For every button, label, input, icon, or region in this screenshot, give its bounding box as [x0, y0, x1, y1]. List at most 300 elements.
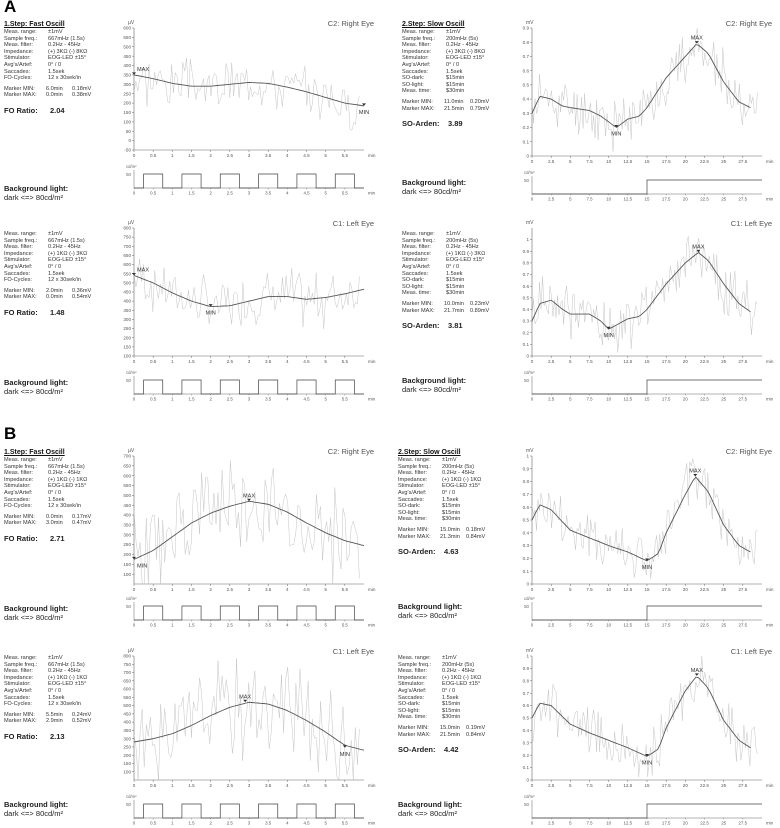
raw-signal-trace — [532, 656, 757, 777]
x-unit-label: min — [766, 359, 774, 364]
stim-x-tick-label: 5.5 — [341, 190, 348, 196]
marker-min-label: MIN — [641, 564, 653, 571]
x-tick-label: 5.5 — [341, 359, 349, 364]
stim-x-unit-label: min — [368, 190, 376, 196]
param-value: ±1mV — [48, 457, 63, 463]
ratio-row — [398, 547, 485, 556]
x-tick-label: 10 — [606, 359, 612, 364]
stim-x-tick-label: 5 — [569, 196, 572, 202]
x-unit-label: min — [766, 783, 774, 788]
param-key: Impedance: — [4, 674, 34, 681]
x-unit-label: min — [368, 587, 376, 592]
info-block-a-slow-left — [402, 222, 489, 330]
param-value: (+) 1KΩ (-) 3KΩ — [48, 250, 88, 257]
step-title — [402, 222, 489, 231]
x-tick-label: 3 — [247, 359, 251, 364]
stim-x-tick-label: 1.5 — [188, 820, 195, 826]
y-tick-label: 1 — [526, 237, 529, 243]
marker-time: 3.0min — [46, 520, 63, 527]
stim-x-tick-label: 22.5 — [700, 196, 709, 202]
y-unit-label: µV — [128, 648, 135, 654]
param-row — [4, 251, 91, 258]
param-key: Saccades: — [402, 68, 429, 75]
x-tick-label: 4 — [286, 359, 289, 364]
stim-x-tick-label: 0 — [132, 820, 136, 826]
marker-max-label: MAX — [137, 267, 150, 274]
param-value: 0.2Hz - 45Hz — [442, 668, 475, 675]
marker-time: 11.0min — [444, 98, 464, 105]
x-tick-label: 7.5 — [586, 783, 593, 788]
param-value: $15min — [442, 509, 461, 516]
y-tick-label: 650 — [123, 463, 131, 469]
marker-time: 0.0min — [46, 513, 63, 520]
ratio-label: SO-Arden: — [398, 745, 436, 755]
x-tick-label: 0 — [132, 359, 136, 364]
param-row — [402, 231, 489, 238]
x-tick-label: 12.5 — [623, 783, 633, 788]
y-unit-label: mV — [526, 448, 534, 454]
y-tick-label: 550 — [123, 271, 131, 277]
stim-x-tick-label: 5.5 — [341, 622, 348, 628]
y-tick-label: 500 — [123, 44, 131, 50]
stim-x-tick-label: 17.5 — [661, 820, 671, 826]
y-tick-label: 400 — [123, 512, 131, 518]
y-tick-label: 0.5 — [522, 517, 529, 523]
stim-x-tick-label: 4.5 — [303, 622, 310, 628]
y-tick-label: 0.7 — [522, 272, 529, 278]
x-tick-label: 3.5 — [264, 587, 272, 592]
marker-key: Marker MIN: — [398, 724, 429, 731]
background-light-label — [4, 800, 68, 818]
marker-value: 0.18mV — [466, 526, 486, 533]
y-tick-label: 400 — [123, 63, 131, 69]
param-row — [4, 29, 91, 36]
y-tick-label: 0.6 — [522, 703, 529, 709]
eog-chart-b-fast-right — [112, 440, 382, 628]
ratio-row — [402, 119, 489, 128]
marker-key: Marker MIN: — [4, 85, 35, 92]
step-title — [4, 222, 91, 231]
stimulus-trace — [532, 804, 762, 818]
marker-max-label: MAX — [689, 468, 702, 475]
param-value: 0.2Hz - 45Hz — [446, 42, 479, 49]
param-row — [4, 688, 91, 695]
x-tick-label: 0 — [530, 159, 534, 164]
stim-x-tick-label: 20 — [682, 622, 688, 628]
x-tick-label: 20 — [682, 159, 688, 164]
param-row — [398, 668, 485, 675]
x-unit-label: min — [766, 587, 774, 592]
marker-max-label: MAX — [242, 493, 256, 500]
stim-x-tick-label: 3 — [247, 190, 251, 196]
raw-signal-trace — [532, 237, 757, 353]
x-tick-label: 7.5 — [586, 359, 593, 364]
trend-line — [532, 677, 751, 756]
param-value: (+) 3KΩ (-) 8KΩ — [48, 48, 88, 55]
stim-x-tick-label: 15 — [644, 196, 650, 202]
param-key: Meas. time: — [398, 714, 427, 721]
param-value: ±1mV — [446, 231, 461, 237]
param-value: 0° / 0 — [446, 263, 460, 270]
x-tick-label: 3.5 — [264, 359, 272, 364]
param-value: 12 x 30sek/in — [48, 701, 81, 708]
param-key: Meas. filter: — [4, 470, 33, 477]
y-tick-label: 450 — [123, 289, 131, 295]
param-value: (+) 1KΩ (-) 1KΩ — [48, 674, 88, 681]
y-tick-label: 1 — [526, 453, 529, 459]
param-value: $15min — [442, 707, 461, 714]
chart-title: C2: Right Eye — [725, 447, 772, 456]
marker-row — [398, 732, 485, 739]
param-row — [4, 42, 91, 49]
param-row — [402, 36, 489, 43]
param-row — [4, 681, 91, 688]
param-key: SO-light: — [398, 509, 420, 516]
x-tick-label: 1.5 — [188, 587, 195, 592]
x-tick-label: 27.5 — [738, 783, 748, 788]
x-tick-label: 2.5 — [226, 587, 234, 592]
stim-x-tick-label: 1 — [171, 190, 174, 196]
y-tick-label: 0.4 — [522, 530, 529, 536]
param-key: Impedance: — [4, 476, 34, 483]
ratio-value: 1.48 — [50, 307, 65, 317]
marker-time: 0.0min — [46, 294, 63, 301]
param-key: Meas. filter: — [4, 244, 33, 251]
stim-x-tick-label: 2.5 — [548, 622, 555, 628]
ratio-label: SO-Arden: — [398, 547, 436, 557]
marker-row — [398, 527, 485, 534]
step-title: 2.Step: Slow Oscill — [402, 21, 465, 28]
param-row — [4, 238, 91, 245]
param-row — [402, 69, 489, 76]
x-tick-label: 12.5 — [623, 359, 633, 364]
y-tick-label: 550 — [123, 34, 131, 40]
stim-x-tick-label: 7.5 — [586, 622, 593, 628]
y-tick-label: 0 — [526, 777, 529, 783]
marker-value: 0.24mV — [72, 711, 92, 718]
param-key: Meas. time: — [402, 290, 431, 297]
stim-x-tick-label: 2 — [209, 396, 212, 402]
raw-signal-trace — [134, 259, 359, 329]
param-row — [398, 662, 485, 669]
param-row — [402, 75, 489, 82]
stim-unit-label: cd/m² — [524, 370, 535, 375]
param-value: 0° / 0 — [442, 687, 456, 694]
y-tick-label: 350 — [123, 307, 131, 313]
param-row — [402, 55, 489, 62]
param-value: (+) 1KΩ (-) 1KΩ — [48, 476, 88, 483]
param-key: Avg's/Artef: — [398, 489, 427, 496]
y-tick-label: 150 — [123, 561, 131, 567]
info-block-a-fast-left — [4, 222, 91, 317]
marker-value: 0.18mV — [72, 85, 92, 92]
marker-min-label: MIN — [611, 131, 622, 138]
y-tick-label: 400 — [123, 719, 131, 725]
param-value: 1.5sek — [48, 68, 65, 75]
stim-x-tick-label: 5 — [569, 622, 572, 628]
param-key: FO-Cycles: — [4, 701, 32, 708]
marker-row — [402, 301, 489, 308]
stim-x-tick-label: 3.5 — [265, 820, 272, 826]
param-key: Saccades: — [4, 496, 31, 503]
param-row — [398, 457, 485, 464]
y-tick-label: 0.4 — [522, 96, 529, 102]
param-key: Saccades: — [4, 694, 31, 701]
param-key: Meas. filter: — [398, 470, 427, 477]
param-value: 12 x 30sek/in — [48, 75, 81, 82]
param-row — [4, 497, 91, 504]
x-tick-label: 27.5 — [738, 587, 748, 592]
y-tick-label: 700 — [123, 243, 131, 249]
param-value: ±1mV — [442, 457, 457, 463]
x-tick-label: 2.5 — [547, 783, 555, 788]
param-value: 0° / 0 — [48, 489, 62, 496]
x-tick-label: 15 — [644, 159, 650, 164]
marker-value: 0.47mV — [72, 520, 92, 527]
y-tick-label: 600 — [123, 473, 131, 479]
marker-min-label: MIN — [205, 310, 216, 317]
x-tick-label: 2 — [209, 153, 212, 158]
info-block-a-fast-right — [4, 20, 91, 115]
x-tick-label: 17.5 — [661, 587, 671, 592]
y-tick-label: 250 — [123, 326, 131, 332]
param-row — [402, 290, 489, 297]
y-tick-label: 200 — [123, 752, 131, 758]
x-tick-label: 1.5 — [188, 153, 195, 158]
x-tick-label: 3 — [247, 783, 251, 788]
ratio-label: FO Ratio: — [4, 533, 38, 543]
marker-key: Marker MAX: — [4, 718, 37, 725]
ratio-row — [4, 308, 91, 317]
param-value: 200mHz (5s) — [442, 661, 475, 668]
x-tick-label: 1 — [171, 359, 174, 364]
param-value: 1.5sek — [442, 496, 459, 503]
y-tick-label: 750 — [123, 661, 131, 667]
x-tick-label: 25 — [721, 359, 727, 364]
y-unit-label: mV — [526, 220, 534, 226]
ratio-value: 3.81 — [448, 321, 463, 331]
stim-x-tick-label: 12.5 — [623, 622, 633, 628]
eog-chart-a-fast-left — [112, 212, 382, 424]
ratio-label: FO Ratio: — [4, 105, 38, 115]
raw-signal-trace — [134, 461, 359, 585]
x-tick-label: 3.5 — [264, 783, 272, 788]
stim-x-unit-label: min — [368, 396, 376, 402]
marker-row — [4, 514, 91, 521]
param-value: 1.5sek — [446, 270, 463, 277]
y-tick-label: 250 — [123, 542, 131, 548]
x-tick-label: 2 — [209, 359, 212, 364]
param-row — [402, 257, 489, 264]
param-key: Saccades: — [398, 496, 425, 503]
y-tick-label: 0.3 — [522, 543, 529, 549]
param-row — [4, 62, 91, 69]
x-tick-label: 2.5 — [547, 587, 555, 592]
marker-row — [4, 92, 91, 99]
param-row — [4, 470, 91, 477]
background-light-title: Background light: — [4, 800, 69, 809]
y-tick-label: 0 — [526, 581, 529, 587]
background-light-label — [402, 376, 466, 394]
eog-chart-a-slow-left — [510, 212, 780, 424]
param-value: 0° / 0 — [446, 61, 460, 68]
marker-time: 2.9min — [46, 718, 63, 725]
param-value: 0.2Hz - 45Hz — [446, 244, 479, 251]
param-key: Meas. range: — [398, 457, 431, 463]
param-key: Stimulator: — [402, 257, 429, 264]
stim-unit-label: cd/m² — [126, 596, 137, 601]
marker-max-point — [132, 72, 136, 75]
stim-x-tick-label: 4.5 — [303, 396, 310, 402]
stim-x-tick-label: 22.5 — [700, 622, 709, 628]
stim-x-tick-label: 5 — [569, 396, 572, 402]
y-tick-label: 0.6 — [522, 283, 529, 289]
param-value: EOG-LED ±15° — [442, 681, 481, 688]
param-row — [398, 681, 485, 688]
stim-x-tick-label: 1 — [171, 820, 174, 826]
param-value: ±1mV — [442, 655, 457, 661]
param-value: 0.2Hz - 45Hz — [48, 244, 81, 251]
marker-value: 0.52mV — [72, 718, 92, 725]
param-row — [398, 708, 485, 715]
marker-min-label: MIN — [641, 760, 653, 767]
x-tick-label: 1.5 — [188, 783, 195, 788]
stim-x-tick-label: 27.5 — [738, 196, 748, 202]
param-key: Meas. range: — [4, 231, 37, 237]
y-tick-label: 0.7 — [522, 690, 529, 696]
y-tick-label: 800 — [123, 653, 131, 659]
background-light-range: dark <=> 80cd/m² — [4, 809, 63, 818]
param-value: EOG-LED ±15° — [442, 483, 481, 490]
param-key: Meas. range: — [4, 655, 37, 661]
param-row — [4, 277, 91, 284]
marker-time: 2.0min — [46, 287, 63, 294]
marker-key: Marker MIN: — [402, 300, 433, 307]
x-tick-label: 0.5 — [149, 783, 157, 788]
param-row — [402, 49, 489, 56]
x-tick-label: 0 — [132, 587, 136, 592]
y-tick-label: 350 — [123, 72, 131, 78]
param-row — [398, 483, 485, 490]
background-light-range: dark <=> 80cd/m² — [4, 193, 63, 202]
stim-x-tick-label: 2.5 — [226, 190, 233, 196]
param-value: 1.5sek — [442, 694, 459, 701]
y-tick-label: 0.5 — [522, 715, 529, 721]
y-tick-label: 150 — [123, 344, 131, 350]
background-light-range: dark <=> 80cd/m² — [402, 187, 461, 196]
stim-x-tick-label: 4 — [286, 190, 289, 196]
param-value: $30min — [446, 88, 465, 95]
param-value: 0° / 0 — [442, 489, 456, 496]
stim-x-tick-label: 1.5 — [188, 396, 195, 402]
y-tick-label: 0.3 — [522, 740, 529, 746]
marker-key: Marker MIN: — [398, 526, 429, 533]
chart-title: C1: Left Eye — [730, 219, 772, 228]
background-light-title: Background light: — [4, 184, 69, 193]
stim-x-tick-label: 15 — [644, 622, 650, 628]
stim-x-tick-label: 3.5 — [265, 190, 272, 196]
param-key: Avg's/Artef: — [4, 263, 33, 270]
y-tick-label: 0.2 — [522, 330, 529, 336]
param-value: 200mHz (5s) — [442, 463, 475, 470]
param-row — [398, 655, 485, 662]
x-tick-label: 4.5 — [303, 359, 310, 364]
stim-x-tick-label: 2.5 — [226, 396, 233, 402]
param-value: $30min — [442, 714, 461, 721]
stim-x-tick-label: 2.5 — [226, 820, 233, 826]
y-tick-label: 300 — [123, 736, 131, 742]
x-tick-label: 3.5 — [264, 153, 272, 158]
param-key: SO-dark: — [402, 277, 425, 284]
stim-x-tick-label: 25 — [721, 622, 727, 628]
param-value: 667mHz (1.5s) — [48, 463, 85, 470]
param-value: 200mHz (5s) — [446, 237, 479, 244]
y-tick-label: 450 — [123, 711, 131, 717]
x-tick-label: 17.5 — [661, 359, 671, 364]
param-key: Impedance: — [402, 48, 432, 55]
y-tick-label: 650 — [123, 253, 131, 259]
x-unit-label: min — [766, 159, 774, 164]
x-tick-label: 5 — [324, 153, 327, 158]
param-key: SO-dark: — [398, 701, 421, 708]
x-tick-label: 5.5 — [341, 783, 349, 788]
param-key: Sample freq.: — [402, 35, 436, 42]
x-tick-label: 0 — [132, 153, 136, 158]
x-tick-label: 2 — [209, 783, 212, 788]
marker-min-label: MIN — [137, 563, 148, 570]
y-tick-label: 800 — [123, 225, 131, 231]
background-light-title: Background light: — [398, 800, 463, 809]
param-row — [4, 55, 91, 62]
marker-key: Marker MIN: — [4, 287, 35, 294]
param-row — [4, 490, 91, 497]
stim-x-tick-label: 10 — [606, 396, 612, 402]
x-tick-label: 17.5 — [661, 159, 671, 164]
x-unit-label: min — [368, 783, 376, 788]
stim-x-tick-label: 22.5 — [700, 396, 709, 402]
marker-max-label: MAX — [690, 667, 703, 674]
marker-value: 0.36mV — [72, 287, 92, 294]
y-tick-label: 400 — [123, 298, 131, 304]
stim-x-tick-label: 15 — [644, 396, 650, 402]
marker-row — [4, 86, 91, 93]
stim-x-tick-label: 12.5 — [623, 820, 633, 826]
param-value: (+) 3KΩ (-) 8KΩ — [446, 48, 486, 55]
ratio-label: FO Ratio: — [4, 307, 38, 317]
param-key: FO-Cycles: — [4, 277, 32, 284]
ratio-value: 2.71 — [50, 533, 65, 543]
y-tick-label: 0.1 — [522, 139, 529, 145]
param-row — [398, 464, 485, 471]
param-value: EOG-LED ±15° — [48, 257, 87, 264]
marker-row — [4, 520, 91, 527]
y-tick-label: 0.7 — [522, 492, 529, 497]
y-tick-label: 0.2 — [522, 125, 529, 131]
ratio-label: FO Ratio: — [4, 731, 38, 741]
stimulus-trace — [532, 380, 762, 394]
param-row — [402, 62, 489, 69]
y-tick-label: 0.9 — [522, 248, 529, 254]
x-tick-label: 22.5 — [700, 159, 709, 164]
info-block-b-fast-right — [4, 448, 91, 543]
x-tick-label: 20 — [682, 587, 688, 592]
param-value: EOG-LED ±15° — [48, 681, 87, 688]
param-row — [402, 271, 489, 278]
marker-row — [4, 288, 91, 295]
ratio-value: 3.89 — [448, 119, 463, 129]
param-value: 0.2Hz - 45Hz — [48, 470, 81, 477]
param-value: 667mHz (1.5s) — [48, 35, 85, 42]
